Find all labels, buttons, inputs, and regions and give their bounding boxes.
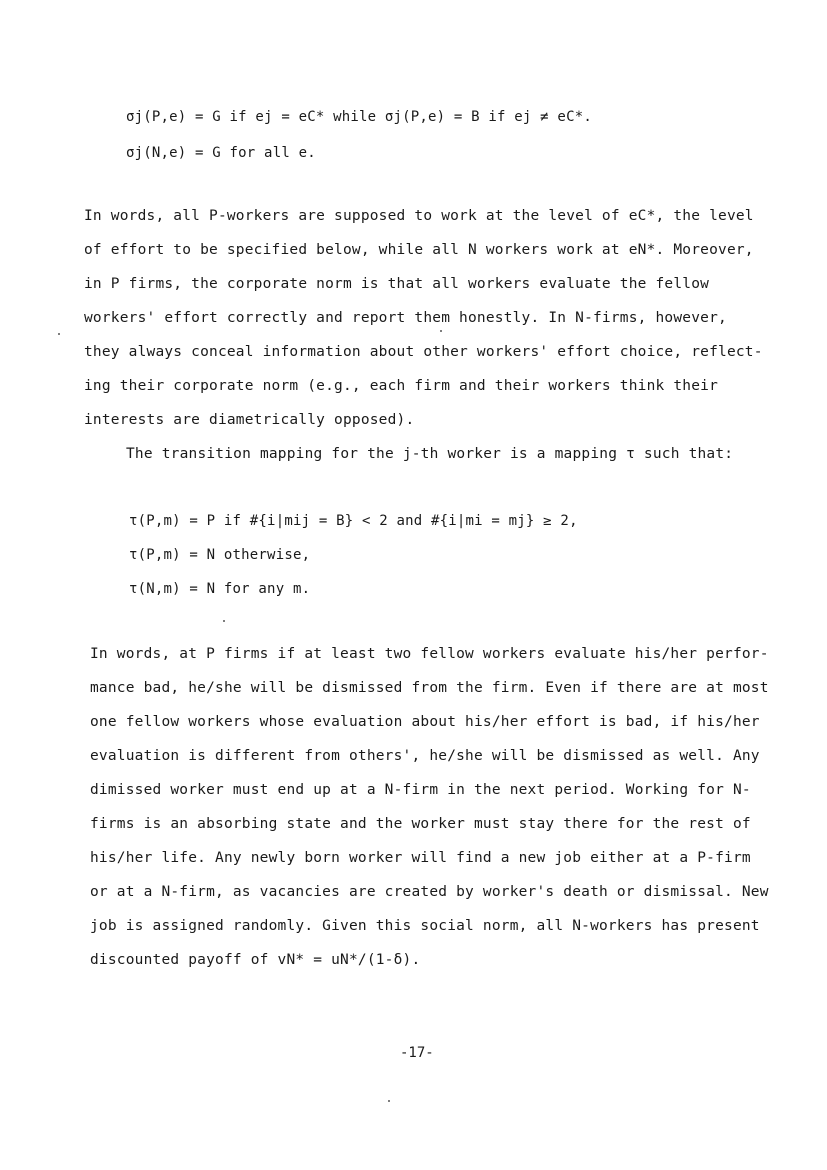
page-number: -17-: [400, 1045, 434, 1061]
transition-intro: The transition mapping for the j-th worker is a mapping τ such that:: [126, 446, 734, 462]
transition-rule: τ(P,m) = P if #{i|mij = B} < 2 and #{i|mi = mj} ≥ 2,: [129, 513, 578, 529]
paragraph2-line: In words, at P firms if at least two fellow workers evaluate his/her perfor-: [90, 646, 769, 662]
paragraph1-line: they always conceal information about other workers' effort choice, reflect-: [84, 344, 763, 360]
scan-speckle: [388, 1100, 390, 1102]
paragraph2-line: one fellow workers whose evaluation about his/her effort is bad, if his/her: [90, 714, 760, 730]
paragraph1-line: In words, all P-workers are supposed to work at the level of eC*, the level: [84, 208, 754, 224]
scan-speckle: [440, 330, 442, 332]
paragraph2-line: his/her life. Any newly born worker will find a new job either at a P-firm: [90, 850, 751, 866]
paragraph1-line: in P firms, the corporate norm is that all workers evaluate the fellow: [84, 276, 710, 292]
paragraph2-line: mance bad, he/she will be dismissed from the firm. Even if there are at most: [90, 680, 769, 696]
paragraph2-line: job is assigned randomly. Given this social norm, all N-workers has present: [90, 918, 760, 934]
paragraph1-line: ing their corporate norm (e.g., each firm and their workers think their: [84, 378, 719, 394]
paragraph1-line: workers' effort correctly and report them honestly. In N-firms, however,: [84, 310, 727, 326]
scan-speckle: [223, 620, 225, 622]
paragraph2-line: dimissed worker must end up at a N-firm in the next period. Working for N-: [90, 782, 751, 798]
transition-rule: τ(N,m) = N for any m.: [129, 581, 311, 597]
paragraph2-line: discounted payoff of vN* = uN*/(1-δ).: [90, 952, 421, 968]
scan-speckle: [58, 333, 60, 335]
equation-sigma-n: σj(N,e) = G for all e.: [126, 145, 316, 161]
paragraph2-line: firms is an absorbing state and the worker must stay there for the rest of: [90, 816, 751, 832]
paragraph2-line: evaluation is different from others', he/she will be dismissed as well. Any: [90, 748, 760, 764]
paragraph1-line: interests are diametrically opposed).: [84, 412, 415, 428]
paragraph2-line: or at a N-firm, as vacancies are created by worker's death or dismissal. New: [90, 884, 769, 900]
paragraph1-line: of effort to be specified below, while all N workers work at eN*. Moreover,: [84, 242, 754, 258]
transition-rule: τ(P,m) = N otherwise,: [129, 547, 311, 563]
equation-sigma-p: σj(P,e) = G if ej = eC* while σj(P,e) = B if ej ≠ eC*.: [126, 109, 592, 125]
